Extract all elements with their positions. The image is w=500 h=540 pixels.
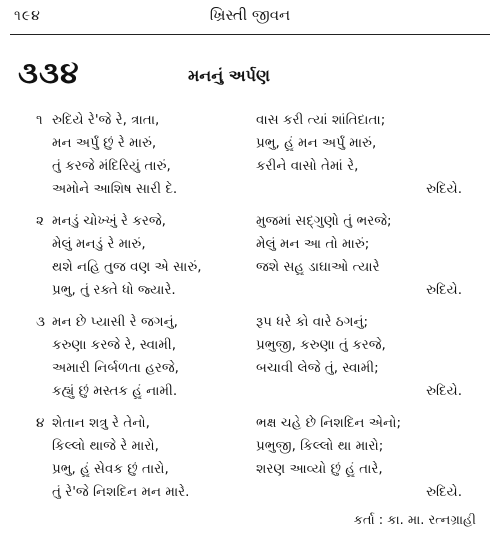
stanza [0,415,500,507]
verse-line [0,337,500,360]
verse-line-first-half: કહ્યું છું મસ્તક હું નામી. [52,383,178,399]
hymn-title: મનનું અર્પણ [188,66,270,85]
verse-line-first-half: મેલું મનડું રે મારું, [52,236,146,252]
hymn-stanzas [0,112,500,516]
verse-line [0,461,500,484]
verse-line-first-half: શેતાન શત્રુ રે તેનો, [52,415,150,431]
verse-line [0,360,500,383]
verse-line-second-half: પ્રભુજી, કિલ્લો થા મારો; [256,438,384,454]
verse-line [0,181,500,204]
stanza-number: ૪ [36,415,45,431]
author-credit: કર્તા : કા. મા. રત્નગ્રાહી [353,513,476,528]
stanza-number: ૧ [36,112,43,128]
hymn-number: ૩૩૪ [18,56,80,91]
verse-line-first-half: પ્રભુ, હું સેવક છું તારો, [52,461,169,477]
verse-line [0,282,500,305]
verse-line-second-half: કરીને વાસો તેમાં રે, [256,158,359,174]
verse-line-second-half: મુજમાં સદ્ગુણો તું ભરજે; [256,213,392,229]
verse-line-second-half: વાસ કરી ત્યાં શાંતિદાતા; [256,112,386,128]
verse-line [0,383,500,406]
header-divider [10,34,490,35]
stanza-number: ૩ [36,314,45,330]
stanza-number: ૨ [36,213,44,229]
verse-line-second-half: પ્રભુ, હું મન અર્પું મારું, [256,135,377,151]
verse-line [0,112,500,135]
verse-line-first-half: થશે નહિ તુજ વણ એ સારું, [52,259,202,275]
verse-line [0,259,500,282]
verse-line-first-half: રુદિયે રે'જે રે, ત્રાતા, [52,112,160,128]
verse-line-second-half: રૂપ ધરે કો વારે ઠગનું; [256,314,369,330]
verse-line-first-half: પ્રભુ, તું રક્તે ધો જ્યારે. [52,282,176,298]
refrain-cue: રુદિયે. [426,484,462,500]
stanza [0,314,500,406]
page-number: ૧૯૪ [14,8,41,24]
verse-line [0,438,500,461]
verse-line-second-half: શરણ આવ્યો છું હું તારે, [256,461,383,477]
verse-line-second-half: જશે સહુ ડાઘાઓ ત્યારે [256,259,380,275]
refrain-cue: રુદિયે. [426,383,462,399]
verse-line [0,484,500,507]
verse-line-second-half: પ્રભુજી, કરુણા તું કરજે, [256,337,386,353]
verse-line-first-half: અમોને આશિષ સારી દે. [52,181,178,197]
verse-line-first-half: મન છે પ્યાસી રે જગનું, [52,314,178,330]
verse-line [0,314,500,337]
verse-line [0,158,500,181]
verse-line [0,236,500,259]
verse-line-first-half: કિલ્લો થાજે રે મારો, [52,438,159,454]
verse-line-second-half: મેલું મન આ તો મારું; [256,236,370,252]
verse-line-second-half: ભક્ષ ચહે છે નિશદિન એનો; [256,415,401,431]
verse-line [0,135,500,158]
refrain-cue: રુદિયે. [426,282,462,298]
verse-line-first-half: તું રે'જે નિશદિન મન મારે. [52,484,190,500]
verse-line-second-half: બચાવી લેજે તું, સ્વામી; [256,360,379,376]
stanza [0,112,500,204]
refrain-cue: રુદિયે. [426,181,462,197]
verse-line [0,213,500,236]
verse-line-first-half: મન અર્પું છું રે મારું, [52,135,157,151]
verse-line-first-half: કરુણા કરજે રે, સ્વામી, [52,337,177,353]
verse-line-first-half: મનડું ચોખ્ખું રે કરજે, [52,213,166,229]
stanza [0,213,500,305]
verse-line-first-half: તું કરજે મંદિરિયું તારું, [52,158,171,174]
verse-line-first-half: અમારી નિર્બળતા હરજે, [52,360,179,376]
running-title: ખ્રિસ્તી જીવન [209,6,291,24]
verse-line [0,415,500,438]
